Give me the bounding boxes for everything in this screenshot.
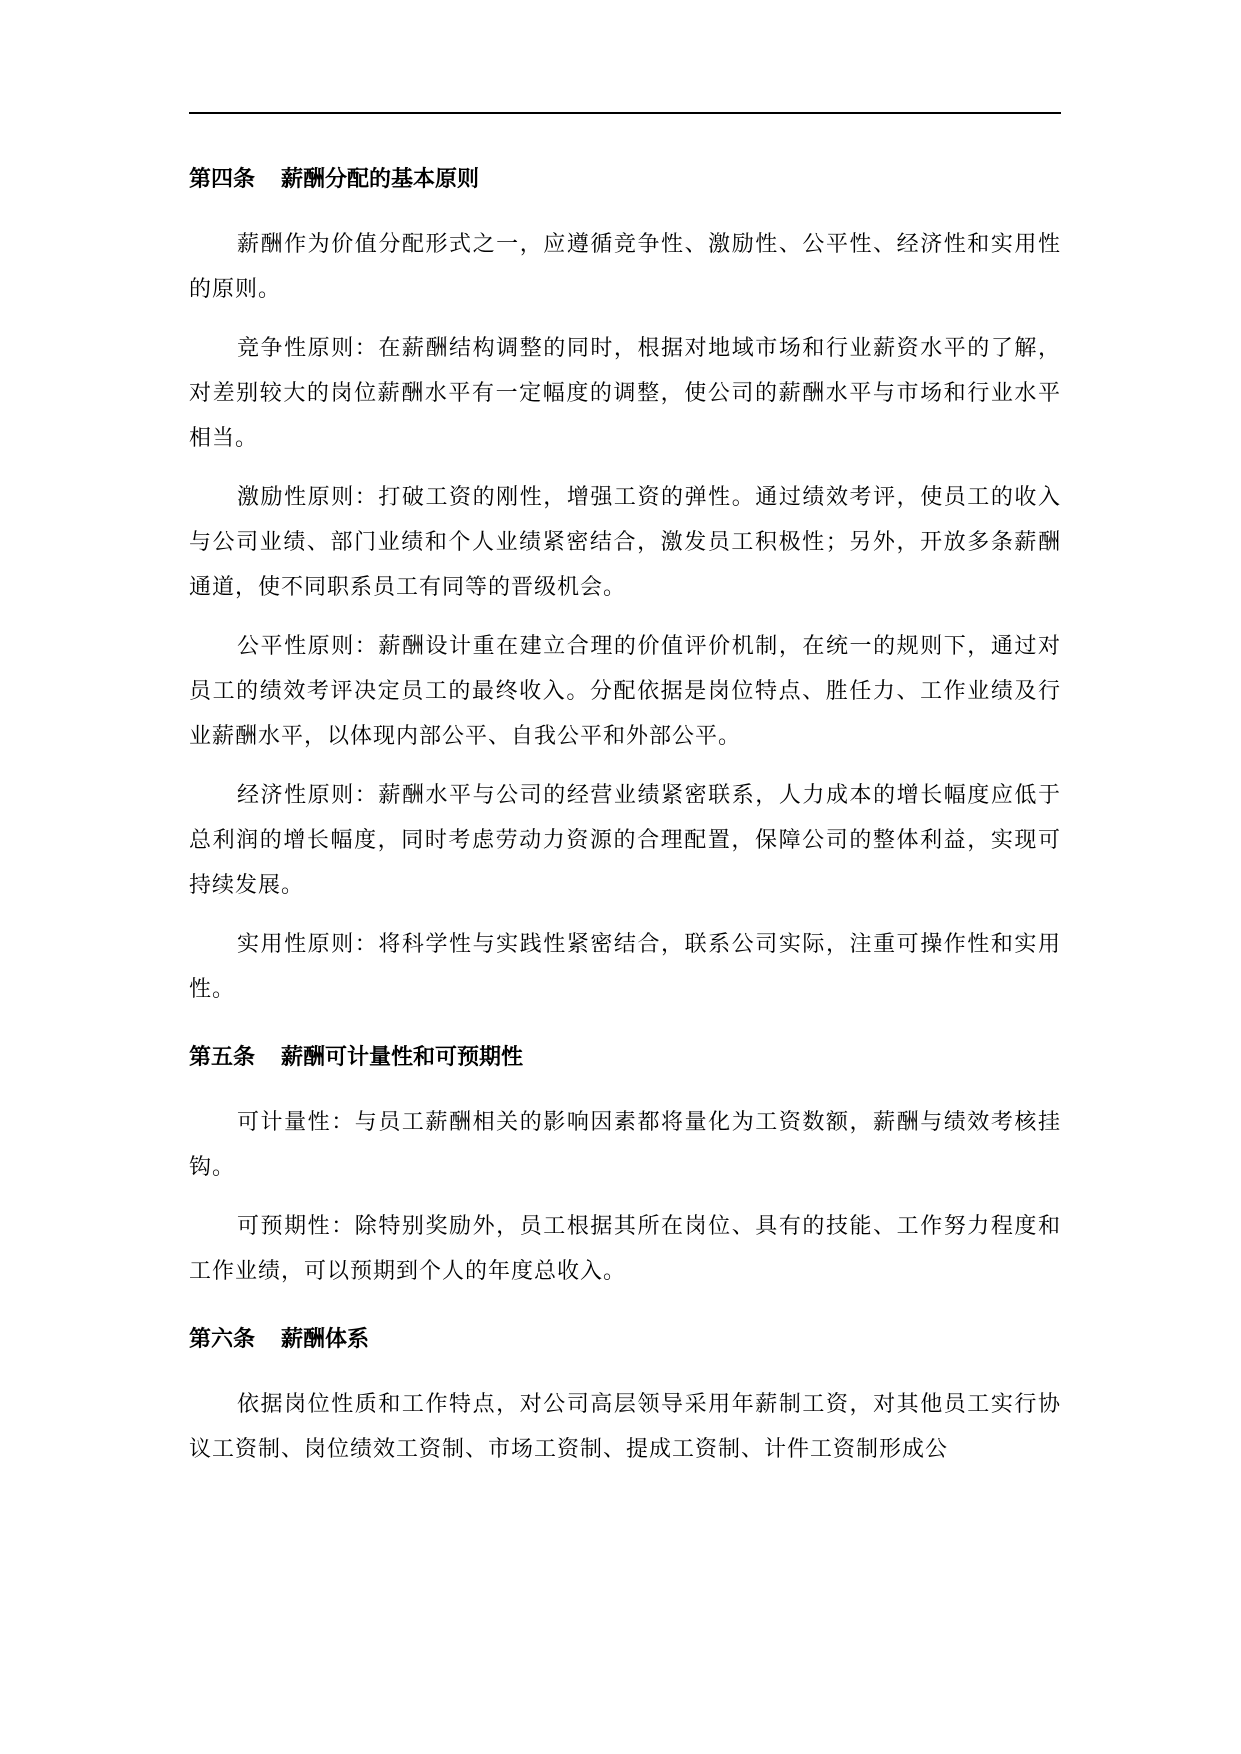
section-heading [189, 1320, 1061, 1360]
section-number: 第五条 [189, 1045, 256, 1070]
section-number: 第四条 [189, 167, 256, 192]
paragraph: 竞争性原则：在薪酬结构调整的同时，根据对地域市场和行业薪资水平的了解，对差别较大的岗位薪酬水平有一定幅度的调整，使公司的薪酬水平与市场和行业水平相当。 [189, 336, 1061, 451]
section-title: 薪酬体系 [281, 1327, 370, 1352]
section-heading [189, 1038, 1061, 1078]
paragraph: 可计量性：与员工薪酬相关的影响因素都将量化为工资数额，薪酬与绩效考核挂钩。 [189, 1110, 1061, 1180]
section-heading [189, 160, 1061, 200]
paragraph: 依据岗位性质和工作特点，对公司高层领导采用年薪制工资，对其他员工实行协议工资制、岗位绩效工资制、市场工资制、提成工资制、计件工资制形成公 [189, 1392, 1061, 1462]
paragraph: 实用性原则：将科学性与实践性紧密结合，联系公司实际，注重可操作性和实用性。 [189, 932, 1061, 1002]
paragraph: 可预期性：除特别奖励外，员工根据其所在岗位、具有的技能、工作努力程度和工作业绩，可以预期到个人的年度总收入。 [189, 1214, 1061, 1284]
document-body [189, 160, 1061, 1472]
section-title: 薪酬分配的基本原则 [281, 167, 480, 192]
paragraph: 薪酬作为价值分配形式之一，应遵循竞争性、激励性、公平性、经济性和实用性的原则。 [189, 232, 1061, 302]
paragraph: 激励性原则：打破工资的刚性，增强工资的弹性。通过绩效考评，使员工的收入与公司业绩、部门业绩和个人业绩紧密结合，激发员工积极性；另外，开放多条薪酬通道，使不同职系员工有同等的晋级机会。 [189, 485, 1061, 600]
header-rule [189, 112, 1061, 114]
paragraph: 经济性原则：薪酬水平与公司的经营业绩紧密联系，人力成本的增长幅度应低于总利润的增长幅度，同时考虑劳动力资源的合理配置，保障公司的整体利益，实现可持续发展。 [189, 783, 1061, 898]
section-number: 第六条 [189, 1327, 256, 1352]
section-title: 薪酬可计量性和可预期性 [281, 1045, 524, 1070]
paragraph: 公平性原则：薪酬设计重在建立合理的价值评价机制，在统一的规则下，通过对员工的绩效考评决定员工的最终收入。分配依据是岗位特点、胜任力、工作业绩及行业薪酬水平，以体现内部公平、自我公平和外部公平。 [189, 634, 1061, 749]
